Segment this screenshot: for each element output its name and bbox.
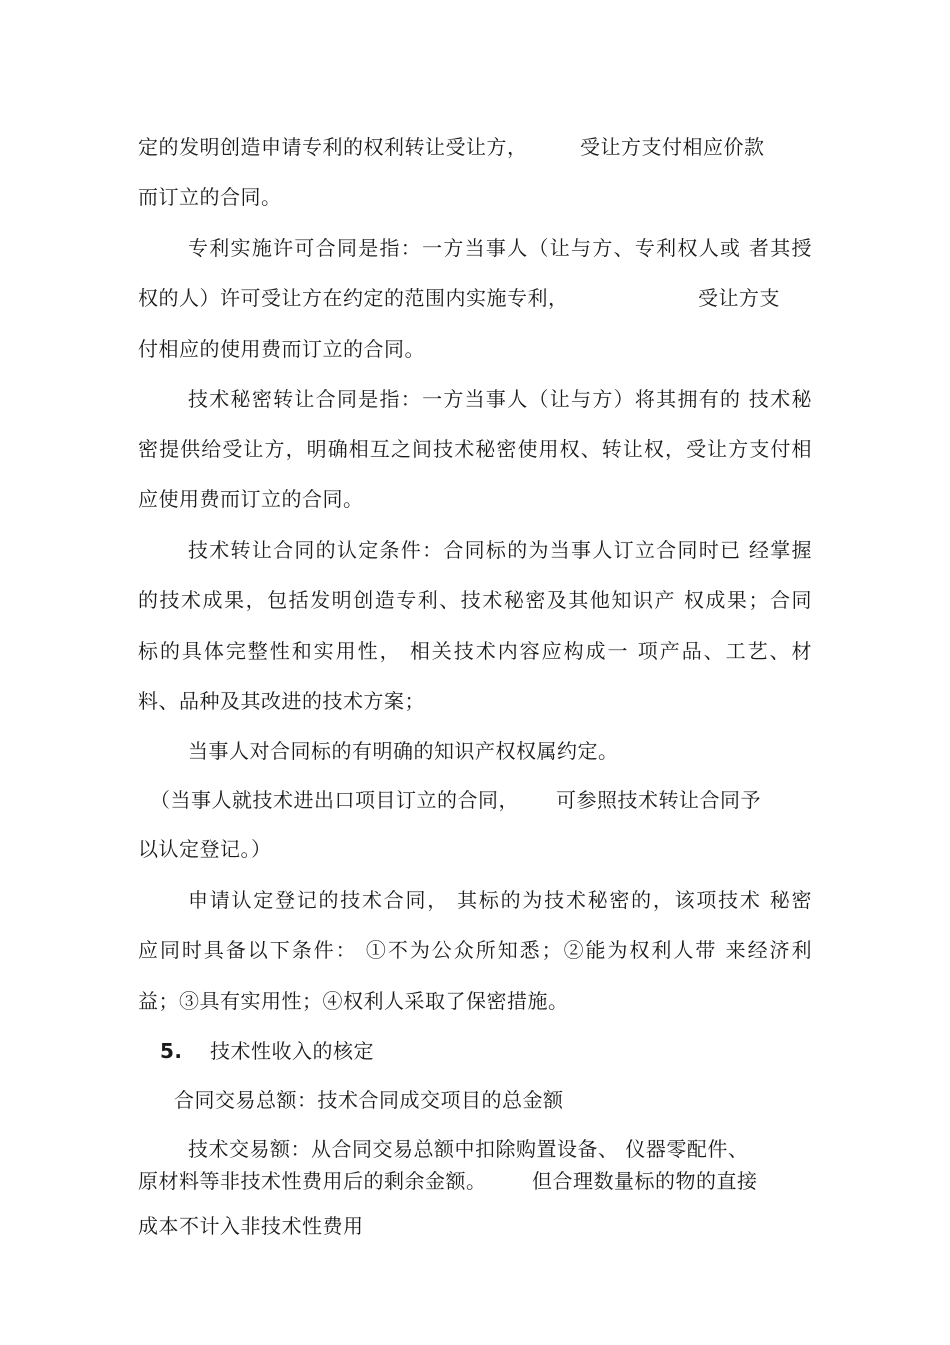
- text-line: 申请认定登记的技术合同， 其标的为技术秘密的，该项技术 秘密: [188, 888, 812, 912]
- text-line: 益；③具有实用性；④权利人采取了保密措施。: [138, 989, 569, 1013]
- text-line: 受让方支付相应价款: [580, 135, 765, 159]
- text-line: 当事人对合同标的有明确的知识产权权属约定。: [188, 739, 619, 763]
- text-line: 应同时具备以下条件： ①不为公众所知悉；②能为权利人带 来经济利: [138, 938, 812, 962]
- text-line: 而订立的合同。: [138, 185, 282, 209]
- text-line: 技术转让合同的认定条件：合同标的为当事人订立合同时已 经掌握: [188, 538, 812, 562]
- text-line: 以认定登记。）: [138, 837, 272, 861]
- text-line: 成本不计入非技术性费用: [138, 1214, 364, 1238]
- text-line: 技术秘密转让合同是指：一方当事人（让与方）将其拥有的 技术秘: [188, 387, 812, 411]
- text-line: 付相应的使用费而订立的合同。: [138, 337, 425, 361]
- text-line: 权的人）许可受让方在约定的范围内实施专利，: [138, 286, 569, 310]
- section-title: 技术性收入的核定: [210, 1039, 374, 1063]
- text-line: 应使用费而订立的合同。: [138, 487, 364, 511]
- text-line: 可参照技术转让合同予: [556, 788, 761, 812]
- section-number: 5.: [160, 1039, 183, 1063]
- text-line: （当事人就技术进出口项目订立的合同，: [150, 788, 519, 812]
- text-line: 合同交易总额：技术合同成交项目的总金额: [174, 1088, 564, 1112]
- text-line: 但合理数量标的物的直接: [532, 1169, 758, 1193]
- text-line: 密提供给受让方，明确相互之间技术秘密使用权、转让权，受让方支付相: [138, 437, 812, 461]
- text-line: 专利实施许可合同是指：一方当事人（让与方、专利权人或 者其授: [188, 236, 812, 260]
- text-line: 定的发明创造申请专利的权利转让受让方，: [138, 135, 528, 159]
- text-line: 技术交易额：从合同交易总额中扣除购置设备、 仪器零配件、: [188, 1137, 749, 1161]
- text-line: 料、品种及其改进的技术方案；: [138, 689, 425, 713]
- text-line: 的技术成果，包括发明创造专利、技术秘密及其他知识产 权成果；合同: [138, 588, 812, 612]
- text-line: 原材料等非技术性费用后的剩余金额。: [138, 1169, 487, 1193]
- text-line: 标的具体完整性和实用性， 相关技术内容应构成一 项产品、工艺、材: [138, 639, 812, 663]
- text-line: 受让方支: [698, 286, 780, 310]
